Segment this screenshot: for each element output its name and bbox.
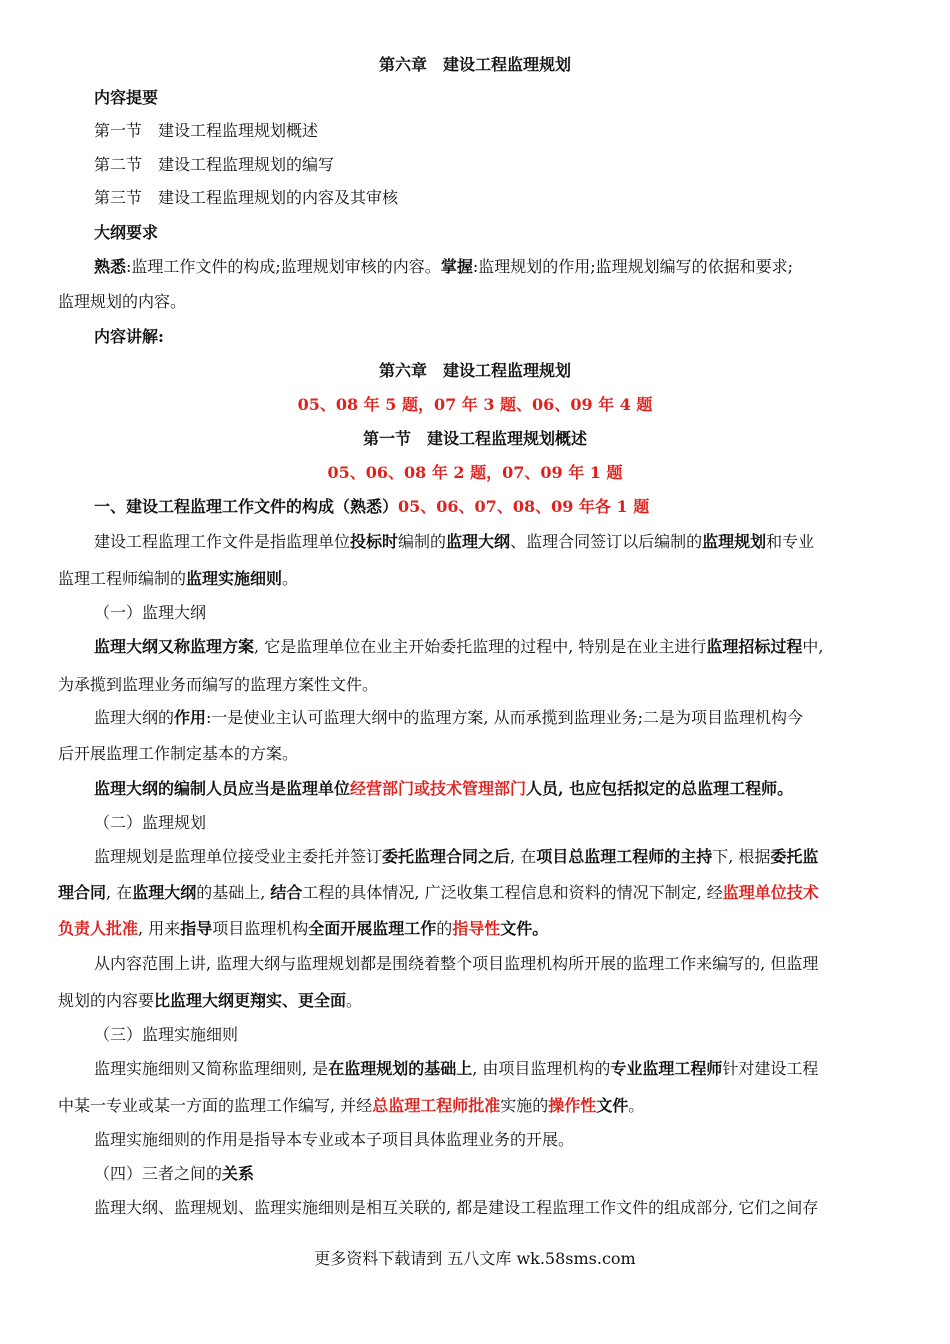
- text-run: 实施的: [500, 1096, 549, 1115]
- paragraph: [94, 708, 894, 728]
- text-run: 文件: [596, 1096, 629, 1115]
- section-list-item: 第三节 建设工程监理规划的内容及其审核: [94, 188, 399, 207]
- text-run: 指导性: [452, 919, 501, 938]
- text-run: 规划的内容要: [58, 991, 155, 1010]
- summary-heading: 内容提要: [94, 88, 159, 107]
- paragraph: [58, 991, 894, 1011]
- text-run: 编制的: [398, 532, 447, 551]
- outline-heading: 大纲要求: [94, 223, 159, 242]
- text-run: 针对建设工程: [722, 1059, 819, 1078]
- paragraph: [94, 532, 894, 552]
- footer-text: 更多资料下载请到 五八文库 wk.58sms.com: [314, 1249, 636, 1268]
- text-run: 人员, 也应包括拟定的总监理工程师。: [526, 779, 794, 798]
- text-run: 监理招标过程: [706, 637, 803, 656]
- text-run: 监理大纲: [132, 883, 197, 902]
- text-run: 。: [282, 569, 299, 588]
- text-run: 监理实施细则又简称监理细则, 是: [94, 1059, 329, 1078]
- text-run: 。: [628, 1096, 645, 1115]
- text-run: 下, 根据: [712, 847, 771, 866]
- text-run: 监理大纲又称监理方案: [94, 637, 255, 656]
- text-run: :一是使业主认可监理大纲中的监理方案, 从而承揽到监理业务;二是为项目监理机构今: [206, 708, 803, 727]
- heading-1-text: 一、建设工程监理工作文件的构成（熟悉）: [94, 497, 399, 516]
- text-run: 结合: [270, 883, 303, 902]
- text-run: 总监理工程师批准: [372, 1096, 501, 1115]
- chapter-exam-stat: 05、08 年 5 题，07 年 3 题、06、09 年 4 题: [297, 395, 653, 414]
- text-run: 理合同: [58, 883, 107, 902]
- text-run: 监理规划是监理单位接受业主委托并签订: [94, 847, 383, 866]
- text-run: 专业监理工程师: [610, 1059, 723, 1078]
- lecture-heading: 内容讲解:: [94, 327, 164, 346]
- subheading-text: （四）三者之间的: [94, 1164, 223, 1183]
- text-run: 监理大纲: [446, 532, 511, 551]
- section-exam-stat: 05、06、08 年 2 题，07、09 年 1 题: [327, 463, 623, 482]
- paragraph: [58, 883, 894, 903]
- text-run: 监理实施细则: [186, 569, 283, 588]
- paragraph: [94, 779, 894, 799]
- text-run: , 它是监理单位在业主开始委托监理的过程中, 特别是在业主进行: [254, 637, 707, 656]
- outline-text: :监理工作文件的构成;监理规划审核的内容。: [126, 257, 441, 276]
- section-list-item: 第一节 建设工程监理规划概述: [94, 121, 319, 140]
- text-run: 中某一专业或某一方面的监理工作编写, 并经: [58, 1096, 373, 1115]
- text-run: 的: [436, 919, 453, 938]
- text-run: 操作性: [548, 1096, 597, 1115]
- text-run: 项目总监理工程师的主持: [536, 847, 713, 866]
- subheading: [94, 1164, 894, 1184]
- text-run: , 在: [510, 847, 537, 866]
- chapter-title: 第六章 建设工程监理规划: [378, 55, 571, 74]
- text-run: 监理规划: [702, 532, 767, 551]
- paragraph: 为承揽到监理业务而编写的监理方案性文件。: [58, 675, 379, 694]
- text-run: 工程的具体情况, 广泛收集工程信息和资料的情况下制定, 经: [302, 883, 723, 902]
- chapter-title-2: 第六章 建设工程监理规划: [378, 361, 571, 380]
- text-run: 比监理大纲更翔实、更全面: [154, 991, 347, 1010]
- text-run: 作用: [174, 708, 207, 727]
- text-run: 委托监理合同之后: [382, 847, 511, 866]
- paragraph: 后开展监理工作制定基本的方案。: [58, 744, 299, 763]
- subheading-emph: 关系: [222, 1164, 255, 1183]
- paragraph: [94, 637, 894, 657]
- paragraph: 监理大纲、监理规划、监理实施细则是相互关联的, 都是建设工程监理工作文件的组成部分, 它们之间存: [94, 1198, 819, 1217]
- subheading: （二）监理规划: [94, 813, 207, 832]
- section-title: 第一节 建设工程监理规划概述: [362, 429, 587, 448]
- text-run: 和专业: [766, 532, 815, 551]
- text-run: 监理大纲的: [94, 708, 175, 727]
- text-run: 全面开展监理工作: [308, 919, 437, 938]
- heading-1-stat: 05、06、07、08、09 年各 1 题: [398, 497, 650, 516]
- text-run: 监理单位技术: [722, 883, 819, 902]
- paragraph: [58, 569, 894, 589]
- paragraph: [58, 919, 894, 939]
- paragraph: [58, 1096, 894, 1116]
- text-run: 的基础上,: [196, 883, 271, 902]
- outline-master: 掌握: [440, 257, 473, 276]
- section-list-item: 第二节 建设工程监理规划的编写: [94, 155, 335, 174]
- outline-line: [94, 257, 894, 277]
- outline-familiar: 熟悉: [94, 257, 127, 276]
- text-run: 委托监: [770, 847, 819, 866]
- text-run: 。: [346, 991, 363, 1010]
- text-run: , 由项目监理机构的: [472, 1059, 611, 1078]
- subheading: （一）监理大纲: [94, 603, 207, 622]
- subheading: （三）监理实施细则: [94, 1025, 239, 1044]
- text-run: 监理工程师编制的: [58, 569, 187, 588]
- paragraph: [94, 847, 894, 867]
- text-run: 中,: [802, 637, 824, 656]
- text-run: 建设工程监理工作文件是指监理单位: [94, 532, 351, 551]
- text-run: 经营部门或技术管理部门: [350, 779, 527, 798]
- text-run: 指导: [180, 919, 213, 938]
- outline-text: :监理规划的作用;监理规划编写的依据和要求;: [472, 257, 794, 276]
- text-run: 项目监理机构: [212, 919, 309, 938]
- text-run: 文件。: [500, 919, 549, 938]
- paragraph: [94, 1059, 894, 1079]
- text-run: 、监理合同签订以后编制的: [510, 532, 703, 551]
- text-run: 在监理规划的基础上: [328, 1059, 473, 1078]
- text-run: 负责人批准: [58, 919, 139, 938]
- paragraph: 监理实施细则的作用是指导本专业或本子项目具体监理业务的开展。: [94, 1130, 575, 1149]
- text-run: , 在: [106, 883, 133, 902]
- text-run: , 用来: [138, 919, 181, 938]
- paragraph: 从内容范围上讲, 监理大纲与监理规划都是围绕着整个项目监理机构所开展的监理工作来编写的, 但监理: [94, 954, 819, 973]
- text-run: 监理大纲的编制人员应当是监理单位: [94, 779, 351, 798]
- heading-1: [94, 497, 894, 517]
- text-run: 投标时: [350, 532, 399, 551]
- outline-line-2: 监理规划的内容。: [58, 292, 187, 311]
